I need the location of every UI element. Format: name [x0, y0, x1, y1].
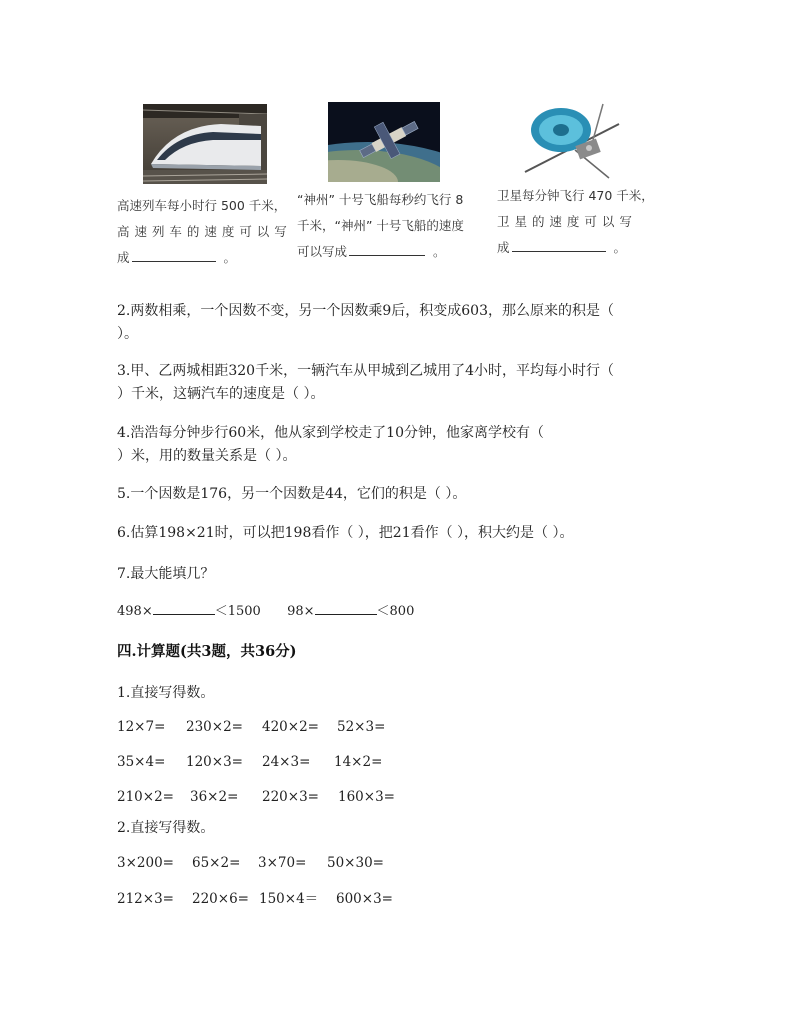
train-caption: [117, 193, 292, 271]
satellite-caption: [497, 183, 667, 261]
max-fill-a-suffix: ＜1500: [214, 604, 261, 619]
caption-suffix: 。: [223, 250, 237, 265]
calc-item: 600×3=: [336, 891, 393, 907]
question-7: [117, 563, 677, 586]
calc-item: 420×2=: [262, 719, 319, 735]
question-5: [117, 483, 677, 506]
question-4: [117, 422, 677, 468]
calc-item: 65×2=: [192, 855, 241, 871]
question-2: [117, 300, 677, 346]
question-3: [117, 360, 677, 406]
caption-line: 卫 星 的 速 度 可 以 写: [497, 214, 633, 229]
max-fill-row: [117, 600, 414, 622]
question-line: ）米，用的数量关系是（ ）。: [117, 448, 297, 464]
caption-line: 成: [117, 250, 130, 265]
shenzhou-spacecraft-photo: [328, 102, 440, 182]
caption-line: 千米，“神州” 十号飞船的速度: [297, 218, 464, 233]
question-line: 5.一个因数是176，另一个因数是44，它们的积是（ ）。: [117, 486, 467, 502]
calc-item: 36×2=: [190, 789, 239, 805]
calc-item: 212×3=: [117, 891, 174, 907]
question-line: 7.最大能填几？: [117, 566, 215, 582]
max-fill-b-suffix: ＜800: [376, 604, 415, 619]
section-title: 四.计算题(共3题，共36分): [117, 643, 297, 660]
caption-line: 可以写成: [297, 244, 348, 259]
answer-blank[interactable]: [349, 241, 425, 256]
calc-item: 52×3=: [337, 719, 386, 735]
question-line: 6.估算198×21时，可以把198看作（ ），把21看作（ ），积大约是（ ）。: [117, 525, 574, 541]
calc-item: 3×70=: [258, 855, 307, 871]
calc-item: 120×3=: [186, 754, 243, 770]
max-fill-b-prefix: 98×: [287, 604, 315, 619]
calc-item: 230×2=: [186, 719, 243, 735]
answer-blank[interactable]: [315, 600, 377, 615]
answer-blank[interactable]: [153, 600, 215, 615]
caption-suffix: 。: [433, 244, 446, 259]
caption-line: 高 速 列 车 的 速 度 可 以 写: [117, 224, 288, 239]
calc-item: 160×3=: [338, 789, 395, 805]
calc2-title: 2.直接写得数。: [117, 820, 215, 836]
caption-line: 高速列车每小时行 500 千米，: [117, 198, 287, 213]
question-line: 4.浩浩每分钟步行60米，他从家到学校走了10分钟，他家离学校有（: [117, 425, 544, 441]
calc-item: 35×4=: [117, 754, 166, 770]
calc-item: 14×2=: [334, 754, 383, 770]
satellite-photo: [515, 100, 629, 184]
calc-item: 210×2=: [117, 789, 174, 805]
calc-item: 220×6=: [192, 891, 249, 907]
answer-blank[interactable]: [512, 237, 606, 252]
calc-item: 150×4＝: [259, 891, 319, 907]
answer-blank[interactable]: [132, 247, 216, 262]
caption-line: 成: [497, 240, 510, 255]
spacecraft-caption: [297, 187, 487, 265]
caption-suffix: 。: [613, 240, 627, 255]
calc-item: 12×7=: [117, 719, 166, 735]
caption-line: 卫星每分钟飞行 470 千米，: [497, 188, 654, 203]
question-line: 3.甲、乙两城相距320千米，一辆汽车从甲城到乙城用了4小时，平均每小时行（: [117, 363, 614, 379]
calc-item: 220×3=: [262, 789, 319, 805]
caption-line: “神州” 十号飞船每秒约飞行 8: [297, 192, 464, 207]
calc1-title: 1.直接写得数。: [117, 685, 215, 701]
max-fill-a-prefix: 498×: [117, 604, 153, 619]
question-line: 2.两数相乘，一个因数不变，另一个因数乘9后，积变成603，那么原来的积是（: [117, 303, 614, 319]
question-6: [117, 522, 677, 545]
question-line: ）。: [117, 326, 138, 342]
calc-item: 50×30=: [327, 855, 384, 871]
question-line: ）千米，这辆汽车的速度是（ ）。: [117, 386, 325, 402]
calc-item: 24×3=: [262, 754, 311, 770]
calc-item: 3×200=: [117, 855, 174, 871]
high-speed-train-photo: [143, 104, 267, 184]
